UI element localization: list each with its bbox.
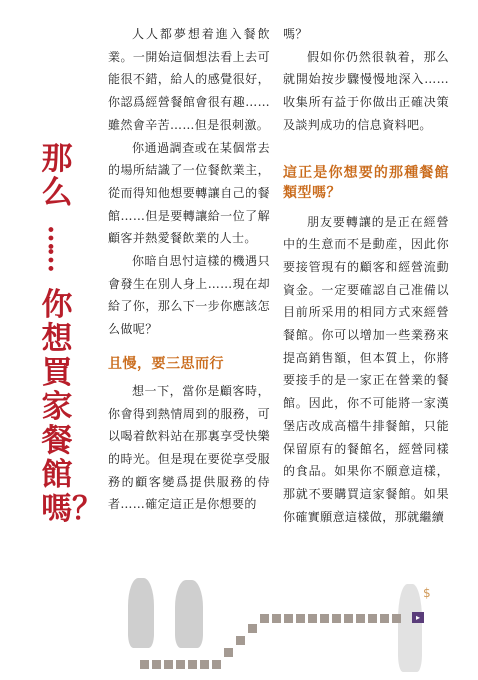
step-square: [260, 614, 269, 623]
step-square: [344, 614, 353, 623]
paragraph: 人人都夢想着進入餐飲業。一開始這個想法看上去可能很不錯，給人的感覺很好，你認爲經營餐館會很有趣……雖然會辛苦……但是很刺激。: [108, 27, 270, 132]
step-square: [164, 660, 173, 669]
paragraph: 你暗自思忖這樣的機遇只會發生在別人身上……現在却給了你，那么下一步你應該怎么做呢？: [108, 254, 270, 337]
vertical-title: [28, 141, 103, 527]
step-square: [224, 648, 233, 657]
step-square: [296, 614, 305, 623]
footer-illustration: [0, 568, 478, 680]
dollar-icon: $: [423, 586, 431, 600]
arrow-icon: ▸: [412, 612, 424, 623]
paragraph: 你通過調查或在某個常去的場所結識了一位餐飲業主，從而得知他想要轉讓自己的餐館……但是要轉讓給一位了解顧客并熱愛餐飲業的人士。: [108, 140, 270, 246]
step-square: [380, 614, 389, 623]
step-square: [140, 660, 149, 669]
walking-figure-1: [128, 578, 154, 648]
walking-figure-3: [398, 584, 422, 672]
section-heading: 且慢，要三思而行: [108, 355, 224, 372]
text-column-right: [283, 23, 449, 528]
title-part-3: 你想買家餐館嗎？: [41, 287, 103, 527]
step-square: [188, 660, 197, 669]
step-square: [212, 660, 221, 669]
section-heading: 這正是你想要的那種餐館類型嗎？: [283, 164, 449, 201]
step-square: [392, 614, 401, 623]
walking-figure-2: [175, 580, 203, 648]
title-ellipsis: ……: [42, 225, 72, 269]
step-square: [368, 614, 377, 623]
step-square: [272, 614, 281, 623]
step-square: [176, 660, 185, 669]
step-square: [356, 614, 365, 623]
step-square: [332, 614, 341, 623]
title-part-1: 那么: [41, 141, 73, 211]
step-square: [284, 614, 293, 623]
paragraph: 朋友要轉讓的是正在經營中的生意而不是動産，因此你要接管現有的顧客和經營流動資金。一定要確認自己准備以目前所采用的相同方式來經營餐館。你可以增加一些業務來提高銷售額，但本質上，你將要接手的是一家正在營業的餐館。因此，你不可能將一家漢堡店改成高檔牛排餐館，只能保留原有的餐館名，經營同樣的食品。如果你不願意這樣，那就不要購買這家餐館。如果你確實願意這樣做，那就繼續: [283, 214, 449, 524]
step-square: [152, 660, 161, 669]
paragraph: 假如你仍然很執着，那么就開始按步驟慢慢地深入……收集所有益于你做出正確决策及談判成功的信息資料吧。: [283, 49, 449, 132]
paragraph: 想一下，當你是顧客時，你會得到熱情周到的服務，可以喝着飲料站在那裏享受快樂的時光。但是現在要從享受服務的顧客變爲提供服務的侍者……確定這正是你想要的: [108, 383, 270, 512]
step-square: [248, 624, 257, 633]
step-square: [320, 614, 329, 623]
text-column-left: [108, 23, 270, 516]
step-square: [200, 660, 209, 669]
step-square: [308, 614, 317, 623]
step-square: [236, 636, 245, 645]
paragraph-continued: 嗎？: [283, 27, 308, 41]
